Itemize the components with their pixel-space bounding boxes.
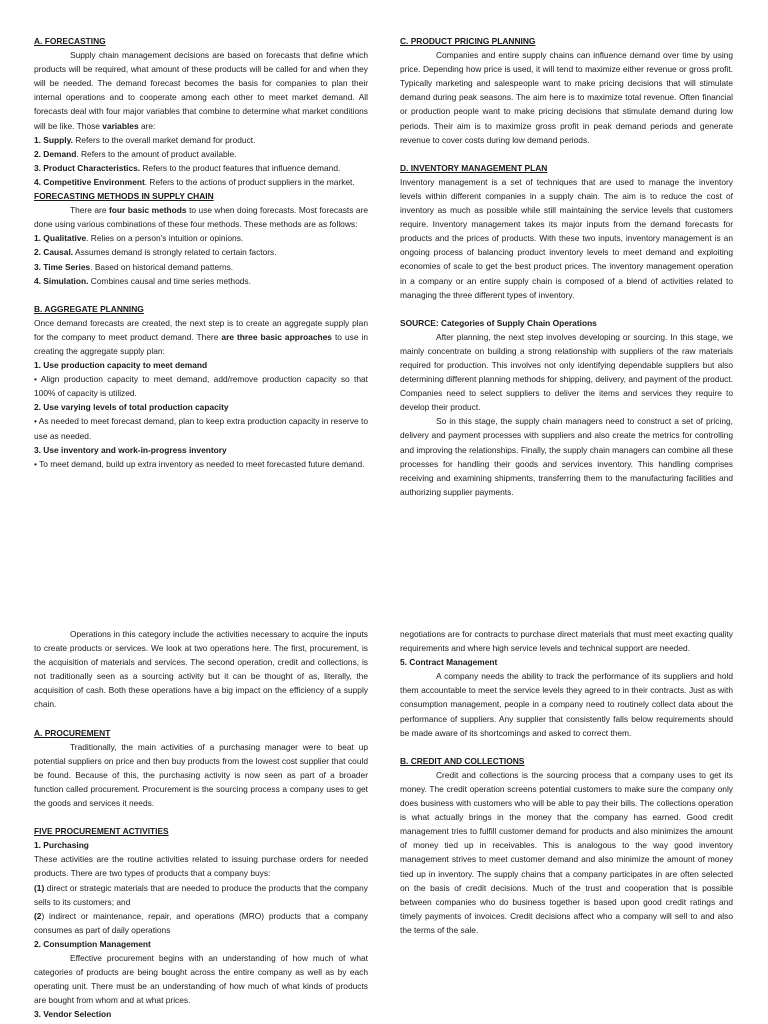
vendor-title: 3. Vendor Selection	[34, 1009, 112, 1020]
procurement-heading: A. PROCUREMENT	[34, 727, 111, 738]
aggregate-item-title: 2. Use varying levels of total production capacity	[34, 402, 229, 413]
variable-item: 4. Competitive Environment. Refers to the actions of product suppliers in the market.	[34, 176, 355, 187]
variable-item: 2. Demand. Refers to the amount of product available.	[34, 148, 237, 159]
method-item: 4. Simulation. Combines causal and time series methods.	[34, 275, 251, 286]
contracts-credit-column	[400, 627, 733, 937]
aggregate-item-title: 3. Use inventory and work-in-progress inventory	[34, 444, 227, 455]
method-item: 2. Causal. Assumes demand is strongly related to certain factors.	[34, 247, 277, 258]
contract-title: 5. Contract Management	[400, 657, 498, 668]
source-heading: SOURCE: Categories of Supply Chain Operations	[400, 317, 597, 328]
purchasing-text: These activities are the routine activities related to issuing purchase orders for needed products. There are two types of products that a company buys:	[34, 854, 368, 879]
variable-item: 3. Product Characteristics. Refers to the product features that influence demand.	[34, 162, 341, 173]
operations-text: Operations in this category include the activities necessary to acquire the inputs to create products or services. We look at two operations here. The first, procurement, is the acquisition of materials and services. The second operation, credit and collections, is not traditionally seen as a sourcing activity but it can be thought of as, literally, the acquisition of cash. Both these operations have a big impact on the efficiency of a supply chain.	[34, 629, 368, 710]
consumption-title: 2. Consumption Management	[34, 938, 151, 949]
product-type-item: (1) direct or strategic materials that are needed to produce the products that the company sells to its customers; and	[34, 882, 368, 907]
procurement-text: Traditionally, the main activities of a purchasing manager were to beat up potential suppliers on price and then buy products from the lowest cost supplier that could be found. Because of this, the purchasing activity is now seen as part of a broader function called procurement. Procurement is the sourcing process a company uses to get the goods and services it needs.	[34, 741, 368, 809]
source-paragraph: So in this stage, the supply chain managers need to construct a set of pricing, delivery and payment processes with suppliers and also create the metrics for controlling and improving the relationships. Finally, the supply chain managers can combine all these processes for handling their goods and services inventory. This handling comprises receiving and examining shipments, transferring them to the manufacturing facilities and authorizing supplier payments.	[400, 416, 733, 497]
forecasting-intro: Supply chain management decisions are based on forecasts that define which products will be required, what amount of these products will be called for and when they will be needed. The demand forecast becomes the basis for companies to plan their internal operations and to cooperate among each other to meet market demand. All forecasts deal with four major variables that combine to determine what market conditions will be like. Those variables are:	[34, 50, 368, 131]
procurement-column	[34, 627, 368, 1021]
aggregate-intro: Once demand forecasts are created, the next step is to create an aggregate supply plan for the company to meet product demand. There are three basic approaches to use in creating the aggregate supply plan:	[34, 317, 369, 356]
planning-column	[400, 34, 733, 499]
five-activities-heading: FIVE PROCUREMENT ACTIVITIES	[34, 826, 169, 837]
purchasing-title: 1. Purchasing	[34, 840, 89, 851]
credit-heading: B. CREDIT AND COLLECTIONS	[400, 755, 525, 766]
source-paragraph: After planning, the next step involves developing or sourcing. In this stage, we mainly concentrate on building a strong relationship with suppliers of the raw materials required for production. This involves not only identifying dependable suppliers but also determining different planning methods for shipping, delivery, and payment of the product. Companies need to select suppliers to deliver the items and services they require to develop their product.	[400, 331, 733, 413]
aggregate-item-text: • To meet demand, build up extra inventory as needed to meet forecasted future demand.	[34, 458, 365, 469]
aggregate-heading: B. AGGREGATE PLANNING	[34, 303, 144, 314]
forecasting-column	[34, 34, 368, 471]
credit-text: Credit and collections is the sourcing process that a company uses to get its money. The credit operation screens potential customers to make sure the company only does business with customers who will be able to pay their bills. The collections operation is what actually brings in the money that the company has earned. Good credit management tries to fulfill customer demand for products and also minimizes the amount of money tied up in receivables. This is analogous to the way good inventory management strives to meet customer demand and also minimize the amount of money tied up in inventory. The supply chains that a company participates in are often selected on the basis of credit decisions. Much of the trust and cooperation that is possible between companies who do business together is based upon good credit ratings and timely payments of invoices. Credit decisions affect who a company will sell to and also the terms of the sale.	[400, 769, 733, 935]
product-type-item: (2) indirect or maintenance, repair, and operations (MRO) products that a company consumes as part of daily operations	[34, 910, 368, 935]
consumption-text: Effective procurement begins with an understanding of how much of what categories of products are being bought across the entire company as well as by each operating unit. There must be an understanding of how much of what kinds of products are bought from whom and at what prices.	[34, 952, 368, 1006]
aggregate-item-text: • As needed to meet forecast demand, plan to keep extra production capacity in reserve to use as needed.	[34, 416, 368, 441]
inventory-heading: D. INVENTORY MANAGEMENT PLAN	[400, 162, 548, 173]
method-item: 1. Qualitative. Relies on a person's intuition or opinions.	[34, 233, 244, 244]
inventory-text: Inventory management is a set of techniques that are used to manage the inventory levels within different companies in a supply chain. The aim is to reduce the cost of inventory as much as possible while still maintaining the service levels that customers require. Inventory management takes its major inputs from the demand forecasts for products and the prices of products. With these two inputs, inventory management is an ongoing process of balancing product inventory levels to meet demand and exploiting economies of scale to get the best product prices. The inventory management operation in a company or an entire supply chain is composed of a blend of activities related to managing the three different types of inventory.	[400, 176, 733, 300]
aggregate-item-title: 1. Use production capacity to meet demand	[34, 360, 208, 371]
negotiations-text: negotiations are for contracts to purchase direct materials that must meet exacting quality requirements and where high service levels and technical support are needed.	[400, 629, 733, 654]
contract-text: A company needs the ability to track the performance of its suppliers and hold them accountable to meet the service levels they agreed to in their contracts. Just as with consumption management, people in a company need to routinely collect data about the performance of suppliers. Any supplier that consistently falls below requirements should be made aware of its shortcomings and asked to correct them.	[400, 671, 733, 738]
variable-item: 1. Supply. Refers to the overall market demand for product.	[34, 134, 256, 145]
pricing-heading: C. PRODUCT PRICING PLANNING	[400, 36, 536, 46]
methods-intro: There are four basic methods to use when doing forecasts. Most forecasts are done using various combinations of these four methods. These methods are as follows:	[34, 205, 369, 230]
pricing-text: Companies and entire supply chains can influence demand over time by using price. Depending how price is used, it will tend to maximize either revenue or gross profit. Typically marketing and salespeople want to make pricing decisions that will stimulate demand during peak seasons. The aim here is to maximize total revenue. Often financial or production people want to make pricing decisions that stimulate demand during low periods. Their aim is to maximize gross profit in peak demand periods and generate revenue to cover costs during low demand periods.	[400, 50, 733, 145]
forecasting-heading: A. FORECASTING	[34, 36, 106, 46]
aggregate-item-text: • Align production capacity to meet demand, add/remove production capacity so that 100% of capacity is utilized.	[34, 374, 368, 399]
methods-heading: FORECASTING METHODS IN SUPPLY CHAIN	[34, 191, 214, 202]
method-item: 3. Time Series. Based on historical demand patterns.	[34, 261, 234, 272]
